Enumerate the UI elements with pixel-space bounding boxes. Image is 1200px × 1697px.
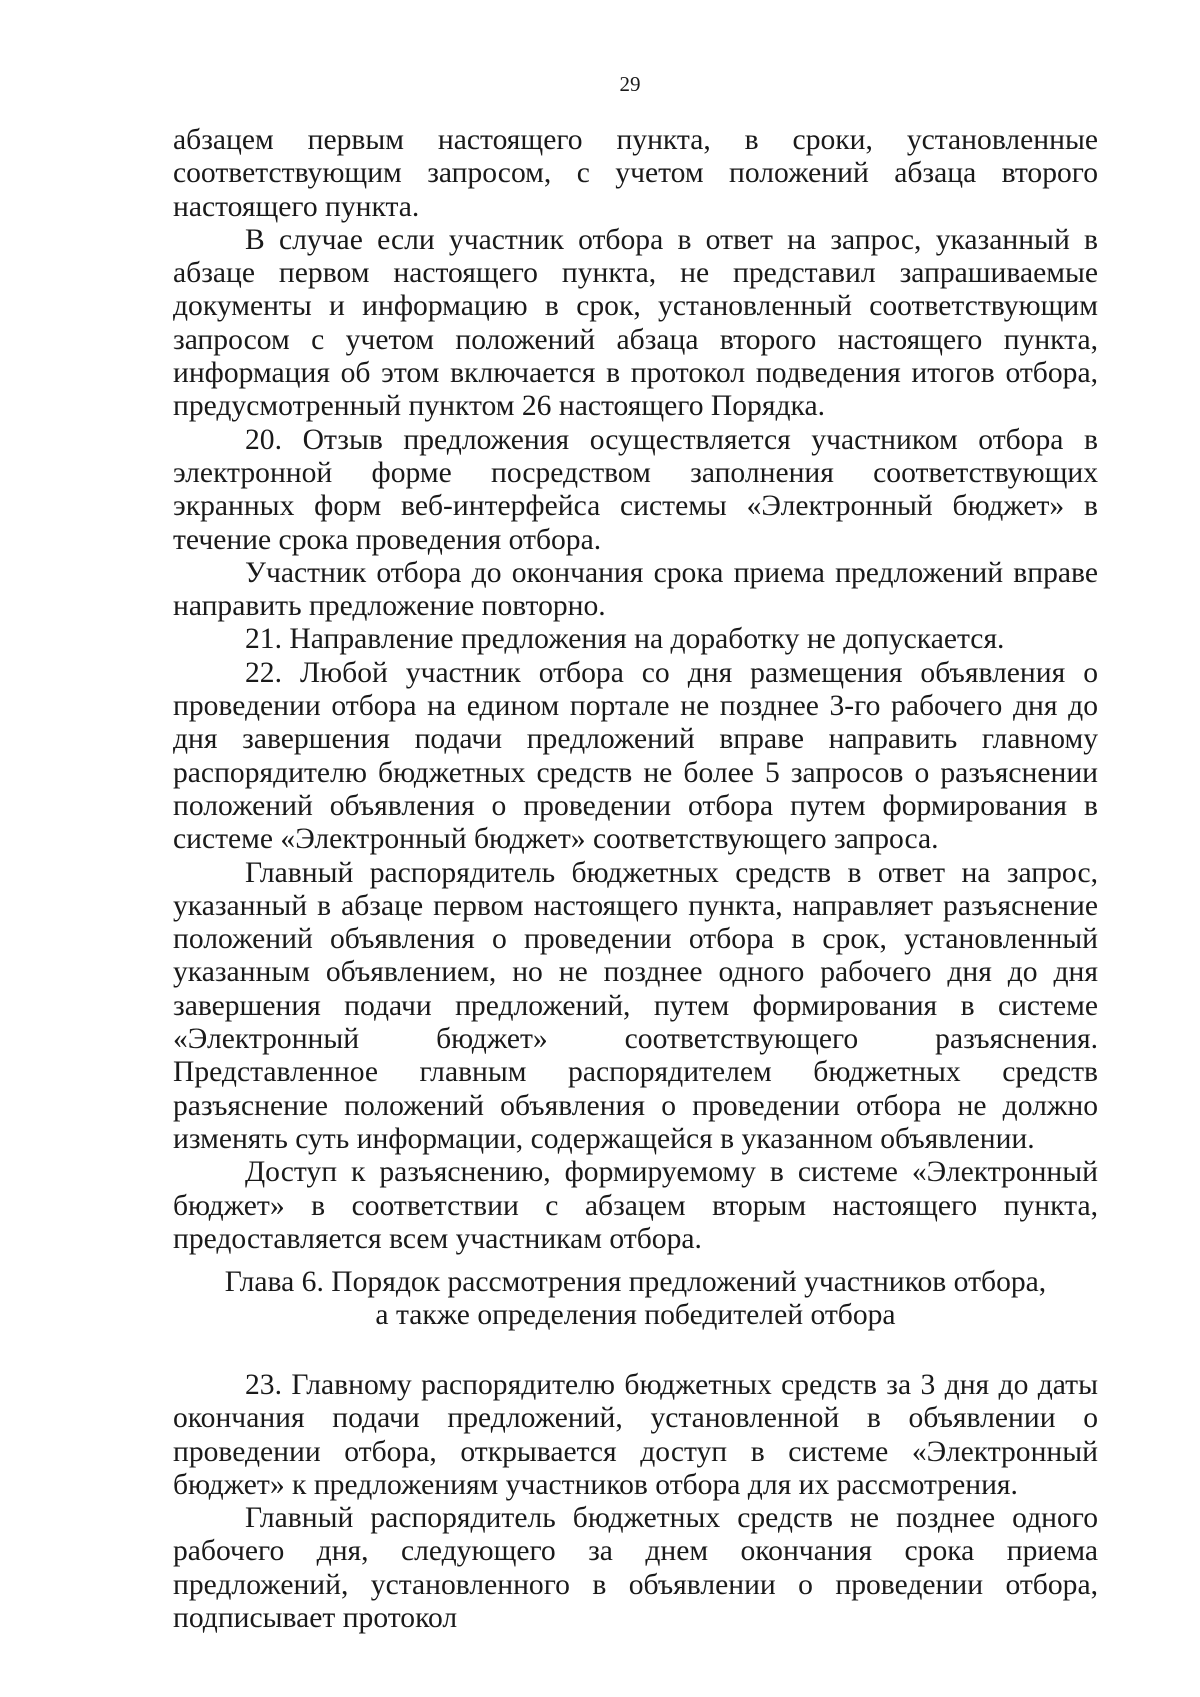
paragraph-item-20: 20. Отзыв предложения осуществляется участником отбора в электронной форме посредством заполнения соответствующих экранных форм веб-интерфейса системы «Электронный бюджет» в течение срока проведения отбора. — [173, 423, 1098, 556]
chapter-heading-line-1: Глава 6. Порядок рассмотрения предложений участников отбора, — [224, 1266, 1047, 1298]
paragraph-item-23: 23. Главному распорядителю бюджетных средств за 3 дня до даты окончания подачи предложений, установленной в объявлении о проведении отбора, открывается доступ в системе «Электронный бюджет» к предложениям участников отбора для их рассмотрения. — [173, 1369, 1098, 1501]
paragraph: Участник отбора до окончания срока приема предложений вправе направить предложение повторно. — [173, 556, 1098, 623]
paragraph: В случае если участник отбора в ответ на запрос, указанный в абзаце первом настоящего пункта, не представил запрашиваемые документы и информацию в срок, установленный соответствующим запросом с учетом положений абзаца второго настоящего пункта, информация об этом включается в протокол подведения итогов отбора, предусмотренный пунктом 26 настоящего Порядка. — [173, 223, 1098, 423]
paragraph-item-22: 22. Любой участник отбора со дня размещения объявления о проведении отбора на едином портале не позднее 3-го рабочего дня до дня завершения подачи предложений вправе направить главному распорядителю бюджетных средств не более 5 запросов о разъяснении положений объявления о проведении отбора путем формирования в системе «Электронный бюджет» соответствующего запроса. — [173, 656, 1098, 856]
page-number: 29 — [619, 72, 641, 96]
paragraph: Доступ к разъяснению, формируемому в системе «Электронный бюджет» в соответствии с абзацем вторым настоящего пункта, предоставляется всем участникам отбора. — [173, 1156, 1098, 1255]
chapter-heading — [173, 1266, 1098, 1333]
paragraph: Главный распорядитель бюджетных средств не позднее одного рабочего дня, следующего за днем окончания срока приема предложений, установленного в объявлении о проведении отбора, подписывает протокол — [173, 1502, 1098, 1635]
chapter-heading-line-2: а также определения победителей отбора — [375, 1299, 896, 1332]
document-body — [173, 124, 1098, 1256]
paragraph-item-21: 21. Направление предложения на доработку не допускается. — [245, 623, 1005, 656]
document-body-chapter-6 — [173, 1369, 1098, 1635]
paragraph: Главный распорядитель бюджетных средств в ответ на запрос, указанный в абзаце первом настоящего пункта, направляет разъяснение положений объявления о проведении отбора в срок, установленный указанным объявлением, но не позднее одного рабочего дня до дня завершения подачи предложений, путем формирования в системе «Электронный бюджет» соответствующего разъяснения. Представленное главным распорядителем бюджетных средств разъяснение положений объявления о проведении отбора не должно изменять суть информации, содержащейся в указанном объявлении. — [173, 856, 1098, 1155]
paragraph-continuation: абзацем первым настоящего пункта, в сроки, установленные соответствующим запросом, с учетом положений абзаца второго настоящего пункта. — [173, 124, 1098, 223]
